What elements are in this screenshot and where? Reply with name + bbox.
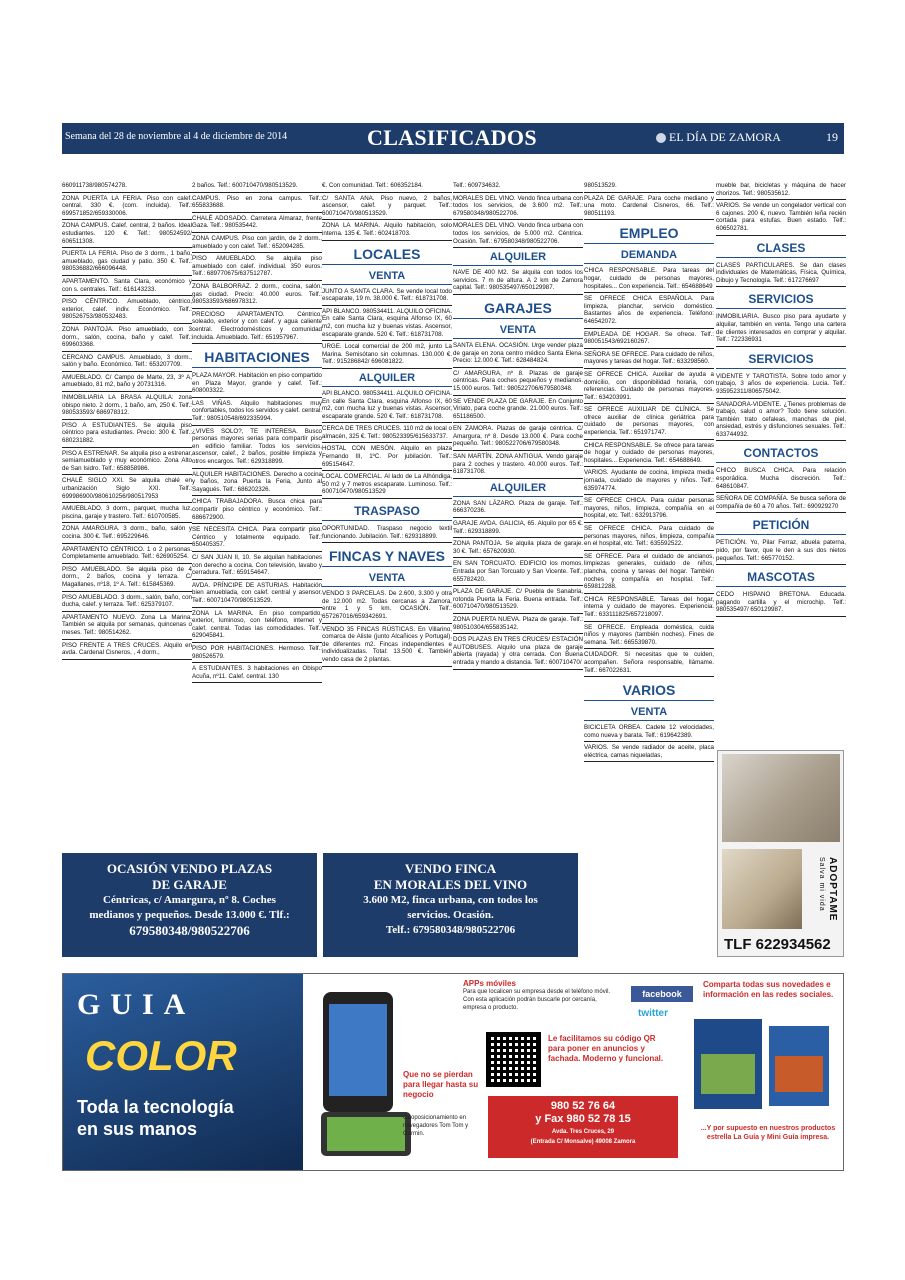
classified-ad: APARTAMENTO. Santa Clara, económico y con s. centrales. Telf.: 616143233. <box>62 277 192 296</box>
adopt-phone: TLF 622934562 <box>724 936 831 953</box>
column-5 <box>584 182 714 763</box>
classified-ad: CAMPUS. Piso en zona campus. Telf.: 655833688. <box>192 194 322 213</box>
promo-line: EN MORALES DEL VINO <box>373 877 528 892</box>
classified-ad: NAVE DE 400 M2. Se alquila con todos los servicios. 7 m de altura. A 2 km de Zamora capital. Telf.: 980535497/650129987. <box>453 268 583 295</box>
dog-photo <box>722 754 840 842</box>
classified-ad: EN SAN TORCUATO. EDIFICIO los momos. Entrada por San Torcuato y San Vicente. Telf.: 655782420. <box>453 559 583 586</box>
qr-code-icon <box>486 1032 541 1087</box>
brand <box>656 130 781 145</box>
column-3 <box>322 182 452 668</box>
classified-ad: 2 baños. Telf.: 600710470/980513529. <box>192 182 322 193</box>
classified-ad: PLAZA MAYOR. Habitación en piso compartido en Plaza Mayor, grande y calef. Telf.: 608003322. <box>192 371 322 398</box>
twitter-logo: twitter <box>638 1008 668 1019</box>
classified-ad: SE OFRECE CHICA. Para cuidado de personas mayores, niños, limpieza, compañía en el hospital, etc. Telf.: 635592522. <box>584 524 714 551</box>
promo-line: servicios. Ocasión. <box>407 909 494 921</box>
section-heading: VARIOS <box>584 679 714 701</box>
subsection-heading: VENTA <box>322 570 452 587</box>
classified-ad: ¿VIVES SOLO?, TE INTERESA. Busco personas mayores serias para compartir piso en edificio familiar. Todos los servicios, ascensor, calef., 2 baños, posible limpieza y otros encargos. Telf.: 629318899. <box>192 427 322 469</box>
classified-ad: SAN MARTÍN. ZONA ANTIGUA. Vendo garaje para 2 coches y trastero. 40.000 euros. Telf.: 618731708. <box>453 452 583 479</box>
tagline-line: en sus manos <box>77 1119 198 1139</box>
classified-ad: 660911738/980574278. <box>62 182 192 193</box>
classified-ad: CHICO BUSCA CHICA. Para relación esporádica. Mucha discreción. Telf.: 648610847. <box>716 466 846 493</box>
classified-ad: VARIOS. Se vende radiador de aceite, placa eléctrica, camas niqueladas, <box>584 743 714 762</box>
tagline-line: Toda la tecnología <box>77 1097 234 1117</box>
classified-ad: AVDA. PRÍNCIPE DE ASTURIAS. Habitación bien amueblada, con calef. central y asensor. Telf.: 600710470/980513529. <box>192 581 322 608</box>
classified-ad: ZONA LA MARINA. Alquilo habitación, solo interna. 135 €. Telf.: 602418703. <box>322 221 452 240</box>
classified-ad: PISO AMUEBLADO. Se alquila piso de 4 dorm., 2 baños, cocina y terraza. C/ Magallanes, nº18, 1º A. Telf.: 615845369. <box>62 565 192 592</box>
address: Avda. Tres Cruces, 29 <box>551 1129 615 1135</box>
classified-ad: EN ZAMORA. Plazas de garaje céntrica. C/ Amargura, nº 8. Desde 13.000 €. Para coche pequeño. Telf.: 980522706/679580348. <box>453 424 583 451</box>
classified-ad: PISO A ESTRENAR. Se alquila piso a estrenar, semiamueblado y muy económico. Zona Alto de San Isidro. Telf.: 658858986. <box>62 449 192 476</box>
subsection-heading: VENTA <box>453 322 583 339</box>
classified-ad: SANADORA-VIDENTE. ¿Tienes problemas de trabajo, salud o amor? Todo tiene solución. También trato cefaleas, manchas de piel, ansiedad, estrés y disfunciones sexuales. Telf.: 633744932. <box>716 400 846 442</box>
classified-ad: LOCAL COMERCIAL. Al lado de La Alhóndiga, 50 m2 y 7 metros escaparate. Luminoso. Telf.: 600710470/980513529 <box>322 472 452 499</box>
section-heading: CLASES <box>716 238 846 258</box>
adopt-text <box>808 857 838 937</box>
classified-ad: EMPLEADA DE HOGAR. Se ofrece. Telf.: 980051543/692160267. <box>584 330 714 349</box>
classified-ad: CHICA TRABAJADORA. Busca chica para compartir piso céntrico y económico. Telf.: 686672900. <box>192 497 322 524</box>
promo-line: Céntricas, c/ Amargura, nº 8. Coches <box>103 894 276 906</box>
products-text: ...Y por supuesto en nuestros productos estrella La Guía y Mini Guía impresa. <box>700 1125 836 1141</box>
classified-ad: APARTAMENTO CÉNTRICO. 1 o 2 personas. Completamente amueblado. Telf.: 626905254. <box>62 545 192 564</box>
brand-logo-icon <box>656 133 666 143</box>
classified-ad: MORALES DEL VINO. Vendo finca urbana con todos los servicios, de 5.000 m2. Céntrica. Ocasión. Telf.: 679580348/980522706. <box>453 221 583 248</box>
classified-ad: ZONA LA MARINA. En piso compartido, exterior, luminoso, con teléfono, internet y calef. central. Todas las comodidades. Telf.: 629045841. <box>192 609 322 643</box>
classified-ad: SE OFRECE. Para el cuidado de ancianos, limpiezas generales, cuidado de niños, plancha, cocina y tareas del hogar. También noches y compañía en hospital. Telf.: 659812288. <box>584 552 714 594</box>
classified-ad: CHICA RESPONSABLE. Tareas del hogar, interna y cuidado de mayores. Experiencia. Telf.: 633111825/657218097. <box>584 595 714 622</box>
classified-ad: CHALÉ ADOSADO. Carretera Almaraz, frente Gaza. Telf.: 980535442. <box>192 214 322 233</box>
page-header <box>62 123 844 154</box>
classified-ad: SE OFRECE. Empleada doméstica, cuida niños y mayores (también noches). Fines de semana. Telf.: 665539870. <box>584 623 714 650</box>
classified-ad: VENDO 35 FINCAS RÚSTICAS. En Villarino, comarca de Aliste (junto Alcañices y Portugal), de diferentes m2. Fincas independientes e individualizadas. Total: 13.500 €. También vendo casa de 2 plantas. <box>322 625 452 667</box>
classified-ad: SEÑORA DE COMPAÑÍA. Se busca señora de compañía de 60 a 70 años. Telf.: 690929270 <box>716 494 846 513</box>
classified-ad: SE OFRECE CHICA. Para cuidar personas mayores, niños, limpieza, compañía en el hospital, etc. Telf.: 632913796. <box>584 496 714 523</box>
page-number: 19 <box>826 130 838 144</box>
promo-line: medianos y pequeños. Desde 13.000 €. Tlf.: <box>89 909 290 921</box>
classified-ad: SE VENDE PLAZA DE GARAJE. En Conjunto Viriato, para coche grande. 21.000 euros. Telf.: 651186500. <box>453 397 583 424</box>
classified-ad: DOS PLAZAS EN TRES CRUCES/ ESTACIÓN AUTOBUSES. Alquilo una plaza de garaje abierta (rayada) y otra cerrada. Con Buena entrada y mando a distancia. Telf.: 600710470/ <box>453 635 583 669</box>
classified-ad: URGE. Local comercial de 200 m2, junto La Marina. Semisótano sin columnas. 130.000 €. Telf.: 915286842/ 696081822. <box>322 342 452 369</box>
classified-ad: OPORTUNIDAD. Traspaso negocio textil funcionando. Jubilación. Telf.: 629318899. <box>322 524 452 543</box>
classified-ad: SE OFRECE CHICA. Auxiliar de ayuda a domicilio, con disponibilidad horaria, con referencias. Cuidado de personas mayores. Telf.: 634203991. <box>584 370 714 404</box>
classified-ad: PLAZA DE GARAJE. C/ Puebla de Sanabria, rotonda Puerta la Feria. Buena entrada. Telf.: 600710470/980513529. <box>453 587 583 614</box>
section-heading: LOCALES <box>322 243 452 265</box>
section-heading: PETICIÓN <box>716 515 846 535</box>
classified-ad: PISO CÉNTRICO. Amueblado, céntrico, exterior, calef. indiv. Económico. Telf.: 980526753/980532483. <box>62 297 192 324</box>
classified-ad: PISO AMUEBLADO. Se alquila piso amueblado con calef. individual. 350 euros. Telf.: 689770675/637512787. <box>192 254 322 281</box>
classified-ad: API BLANCO. 980534411. ALQUILO OFICINA. En calle Santa Clara, esquina Alfonso IX, 60 m2, con mucha luz y buenas vistas. Ascensor, escaparate grande. 520 €. Telf.: 618731708. <box>322 389 452 423</box>
section-title: CLASIFICADOS <box>367 125 537 150</box>
guia-color-banner <box>62 973 844 1171</box>
classified-ad: mueble bar, bicicletas y máquina de hacer chorizos. Telf.: 980535612. <box>716 182 846 200</box>
promo-line: Telf.: 679580348/980522706 <box>385 924 516 936</box>
classified-ad: ZONA CAMPUS. Piso con jardín, de 2 dorm., amueblado y con calef. Telf.: 652094285. <box>192 234 322 253</box>
subsection-heading: ALQUILER <box>453 249 583 266</box>
classified-ad: SANTA ELENA. OCASIÓN. Urge vender plaza de garaje en zona centro médico Santa Elena. Precio: 12.000 €. Telf.: 628484824. <box>453 341 583 368</box>
classified-ad: C/ AMARGURA, nº 8. Plazas de garaje céntricas. Para coches pequeños y medianos. 15.000 euros. Telf.: 980522706/679580348. <box>453 369 583 396</box>
classified-ad: ZONA PUERTA LA FERIA. Piso con calef. central. 330 €. (com. incluida). Telf.: 699571852/659330006. <box>62 194 192 221</box>
apps-block <box>463 980 613 1012</box>
classified-ad: VIDENTE Y TAROTISTA. Sobre todo amor y trabajo, 3 años de experiencia. Lucia. Telf.: 935952311/806575042. <box>716 372 846 399</box>
fax-number: y Fax 980 52 78 15 <box>535 1113 631 1125</box>
classified-ad: C/ SANTA ANA. Piso nuevo, 2 baños, ascensor, calef. y parquet. Telf.: 600710470/980513529. <box>322 194 452 221</box>
section-heading: CONTACTOS <box>716 443 846 463</box>
magazines-illustration <box>689 1014 839 1114</box>
week-label: Semana del 28 de noviembre al 4 de diciembre de 2014 <box>65 131 288 142</box>
classified-ad: ZONA PANTOJA. Piso amueblado, con 3 dorm., salón, cocina, baño y calef. Telf.: 699603368. <box>62 325 192 352</box>
classified-ad: PISO AMUEBLADO. 3 dorm., salón, baño, con ducha, calef. y terraza. Telf.: 625379107. <box>62 593 192 612</box>
promo-line: VENDO FINCA <box>404 861 497 876</box>
classified-ad: AMUEBLADO. C/ Campo de Marte, 23, 3º A, amueblado, 81 m2, baño y 20731316. <box>62 373 192 392</box>
no-pierdan-text: Que no se pierdan para llegar hasta su negocio <box>403 1070 479 1099</box>
classified-ad: ZONA CAMPUS. Calef. central, 2 baños. Ideal estudiantes. 120 €. Telf.: 980524592/ 606511308. <box>62 221 192 248</box>
classified-ad: ZONA SAN LÁZARO. Plaza de garaje. Telf.: 666370236. <box>453 499 583 518</box>
classified-ad: PETICIÓN. Yo, Pilar Ferraz, abuela paterna, pido, por favor, que le den a sus dos nietos pequeños. Telf.: 665770152. <box>716 538 846 565</box>
contact-box <box>488 1096 678 1158</box>
section-heading: GARAJES <box>453 297 583 319</box>
classified-ad: API BLANCO. 980534411. ALQUILO OFICINA. En calle Santa Clara, esquina Alfonso IX, 60 m2, con mucha luz y buenas vistas. Ascensor, escaparate grande. 520 €. Telf.: 618731708. <box>322 307 452 341</box>
classified-ad: CHALÉ SIGLO XXI. Se alquila chalé en urbanización Siglo XXI. Telf.: 699986900/980610256/980517953 <box>62 476 192 503</box>
classified-ad: SEÑORA SE OFRECE. Para cuidado de niños, mayores y tareas del hogar. Telf.: 633298560. <box>584 350 714 369</box>
column-2 <box>192 182 322 684</box>
address-2: (Entrada C/ Monsalve) 49008 Zamora <box>530 1139 636 1145</box>
section-heading: SERVICIOS <box>716 289 846 309</box>
classified-ad: A ESTUDIANTES. 3 habitaciones en Obispo Acuña, nº11. Calef. central. 130 <box>192 664 322 683</box>
classified-ad: VARIOS. Se vende un congelador vertical con 6 cajones. 200 €, nuevo. También leña recién cortada para estufas. Buen estado. Telf.: 606502781. <box>716 201 846 235</box>
promo-garaje <box>62 853 317 957</box>
classified-ad: VENDO 3 PARCELAS. De 2.600, 3.300 y otra de 12.000 m2. Todas cercanas a Zamora, entre 1 y 5 km. OCASIÓN. Telf.: 657267016/659342691. <box>322 589 452 623</box>
classified-ad: CLASES PARTICULARES. Se dan clases individuales de Matemáticas, Física, Química, Dibujo y Tecnología. Telf.: 617276697 <box>716 261 846 288</box>
banner-brand-panel <box>63 974 303 1171</box>
apps-title: APPs móviles <box>463 979 516 988</box>
classified-ad: VARIOS. Ayudante de cocina, limpieza media jornada, cuidado de mayores y niños. Telf.: 635974774. <box>584 468 714 495</box>
section-heading: EMPLEO <box>584 222 714 244</box>
classified-ad: PISO POR HABITACIONES. Hermoso. Telf.: 980526579. <box>192 644 322 663</box>
classified-ad: SE OFRECE AUXILIAR DE CLÍNICA. Se ofrece auxiliar de clínica geriátrica para cuidado de personas mayores, con experiencia. Telf.: 651971747. <box>584 405 714 439</box>
classified-ad: PUERTA LA FERIA. Piso de 3 dorm., 1 baño, amueblado, gas ciudad y patio. 350 €. Telf.: 980536882/666096448. <box>62 249 192 276</box>
promo-line: 679580348/980522706 <box>129 923 250 938</box>
section-heading: TRASPASO <box>322 501 452 521</box>
qr-text: Le facilitamos su código QR para poner en anuncios y fachada. Moderno y funcional. <box>548 1034 664 1063</box>
promo-finca <box>323 853 578 957</box>
classified-ad: CHICA RESPONSABLE. Se ofrece para tareas de hogar y cuidado de personas mayores, hospitales... Experiencia. Telf.: 654688649. <box>584 441 714 468</box>
color-logo: COLOR <box>85 1032 237 1079</box>
classified-ad: ZONA PANTOJA. Se alquila plaza de garaje. 30 €. Telf.: 657620930. <box>453 539 583 558</box>
classified-ad: CEDO HISPANO BRETONA. Educada. pagando cartilla y el microchip. Telf.: 980535497/ 650129987. <box>716 590 846 617</box>
section-heading: SERVICIOS <box>716 349 846 369</box>
promo-line: OCASIÓN VENDO PLAZAS <box>106 861 273 876</box>
classified-ad: HOSTAL CON MESÓN. Alquilo en plaza Fernando III, 1ºC. Por jubilación. Telf.: 695154647. <box>322 444 452 471</box>
adopt-title: ADOPTAME <box>827 857 838 922</box>
classified-ad: AMUEBLADO. 3 dorm., parquet, mucha luz, piscina, garaje y trastero. Telf.: 610700585. <box>62 504 192 523</box>
classified-ad: SE OFRECE CHICA ESPAÑOLA. Para limpieza, planchar, servicio doméstico. Bastantes años de experiencia. Teléfono: 646542072. <box>584 294 714 328</box>
subsection-heading: ALQUILER <box>453 480 583 497</box>
classified-ad: MORALES DEL VINO. Vendo finca urbana con todos los servicios, de 3.600 m2. Telf.: 679580348/980522706. <box>453 194 583 221</box>
section-heading: HABITACIONES <box>192 346 322 368</box>
section-heading: MASCOTAS <box>716 567 846 587</box>
classified-ad: PLAZA DE GARAJE. Para coche mediano y una moto. Cardenal Cisneros, 66. Telf.: 980511193. <box>584 194 714 221</box>
classified-ad: BICICLETA ORBEA. Cadete 12 velocidades, como nueva y barata. Telf.: 619642389. <box>584 723 714 742</box>
apps-text: Para que localicen su empresa desde el teléfono móvil. Con esta aplicación podrán buscarle por cercanía, empresa o producto. <box>463 989 611 1011</box>
adopt-subtitle: Salva mi vida <box>818 857 825 912</box>
geo-text: Geoposicionamiento en navegadores Tom Tom y Garmin. <box>403 1115 469 1137</box>
classified-ad: CERCANO CAMPUS. Amueblado, 3 dorm., salón y baño. Económico. Telf.: 653207709. <box>62 353 192 372</box>
classified-ad: INMOBILIARIA. Busco piso para ayudarte y alquilar, también en venta. Tengo una cartera de clientes interesados en comprar y alquilar. Telf.: 722336931 <box>716 312 846 346</box>
classified-ad: INMOBILIARIA LA BRASA ALQUILA: zona obispo nieto. 2 dorm., 1 baño, am, 250 €. Telf.: 980533593/ 686978312. <box>62 393 192 420</box>
classified-ad: 980513529. <box>584 182 714 193</box>
classified-ad: ZONA PUERTA NUEVA. Plaza de garaje. Telf.: 980510304/655835142. <box>453 615 583 634</box>
classified-ad: SE NECESITA CHICA. Para compartir piso. Céntrico y totalmente equipado. Telf.: 650405357. <box>192 525 322 552</box>
phone-number: 980 52 76 64 <box>550 1100 616 1112</box>
classified-ad: CERCA DE TRES CRUCES. 110 m2 de local o almacén, 325 €. Telf.: 980523395/615633737. <box>322 424 452 443</box>
classified-ad: ALQUILER HABITACIONES. Derecho a cocina y baños, zona Puerta la Feria, Junto al Sayagués. Telf.: 686202326. <box>192 470 322 497</box>
classified-ad: JUNTO A SANTA CLARA. Se vende local todo escaparate, 19 m. 38.000 €. Telf.: 618731708. <box>322 287 452 306</box>
classified-ad: CUIDADOR. Si necesitas que te cuiden, acompañen. Señora responsable, llámame. Telf.: 667022631. <box>584 650 714 677</box>
social-text: Comparta todas sus novedades e información en las redes sociales. <box>703 980 834 999</box>
facebook-logo: facebook <box>631 986 693 1002</box>
subsection-heading: VENTA <box>322 268 452 285</box>
classified-ad: PISO A ESTUDIANTES. Se alquila piso céntrico para estudiantes. Precio: 300 €. Telf.: 680231882. <box>62 421 192 448</box>
promo-line: DE GARAJE <box>152 877 227 892</box>
classified-ad: Telf.: 609734632. <box>453 182 583 193</box>
subsection-heading: DEMANDA <box>584 247 714 264</box>
classified-ad: LAS VIÑAS. Alquilo habitaciones muy confortables, todos los servidos y calef. central. Telf.: 980510548/692335994. <box>192 399 322 426</box>
brand-name: EL DÍA DE ZAMORA <box>669 130 781 144</box>
classified-ad: PRECIOSO APARTAMENTO. Céntrico, soleado, exterior y con calef. y agua caliente central. Electrodomésticos y comunidad incluida. Amueblado. Telf.: 651957967. <box>192 310 322 344</box>
column-4 <box>453 182 583 671</box>
guia-logo: GUIA <box>77 988 196 1021</box>
section-heading: FINCAS Y NAVES <box>322 545 452 567</box>
column-6 <box>716 182 846 618</box>
classified-ad: APARTAMENTO NUEVO. Zona La Marina. También se alquila por semanas, quincenas o meses. Telf.: 980514262. <box>62 613 192 640</box>
classified-ad: C/ SAN JUAN II, 10. Se alquilan habitaciones con derecho a cocina. Con televisión, lavabo y cerradura. Telf.: 659154647. <box>192 553 322 580</box>
dog-photo <box>722 849 802 929</box>
banner-tagline <box>77 1096 234 1140</box>
adoption-ad <box>717 750 844 957</box>
classified-ad: ZONA BALBORRAZ. 2 dorm., cocina, salón, gas ciudad. Precio: 40.000 euros. Telf.: 980533593/686978312. <box>192 282 322 309</box>
classified-ad: ZONA AMARGURA. 3 dorm., baño, salón y cocina. 300 €. Telf.: 695229646. <box>62 524 192 543</box>
subsection-heading: VENTA <box>584 704 714 721</box>
column-1 <box>62 182 192 661</box>
classified-ad: GARAJE AVDA. GALICIA, 65. Alquilo por 65 €. Telf.: 629318899. <box>453 519 583 538</box>
classified-ad: €. Con comunidad. Telf.: 606352184. <box>322 182 452 193</box>
classified-ad: PISO FRENTE A TRES CRUCES. Alquilo en avda. Cardenal Cisneros, , 4 dorm., <box>62 641 192 660</box>
promo-line: 3.600 M2, finca urbana, con todos los <box>363 894 538 906</box>
subsection-heading: ALQUILER <box>322 370 452 387</box>
classified-ad: CHICA RESPONSABLE. Para tareas del hogar, cuidado de personas mayores, hospitales... Con experiencia. Telf.: 654688649 <box>584 266 714 293</box>
